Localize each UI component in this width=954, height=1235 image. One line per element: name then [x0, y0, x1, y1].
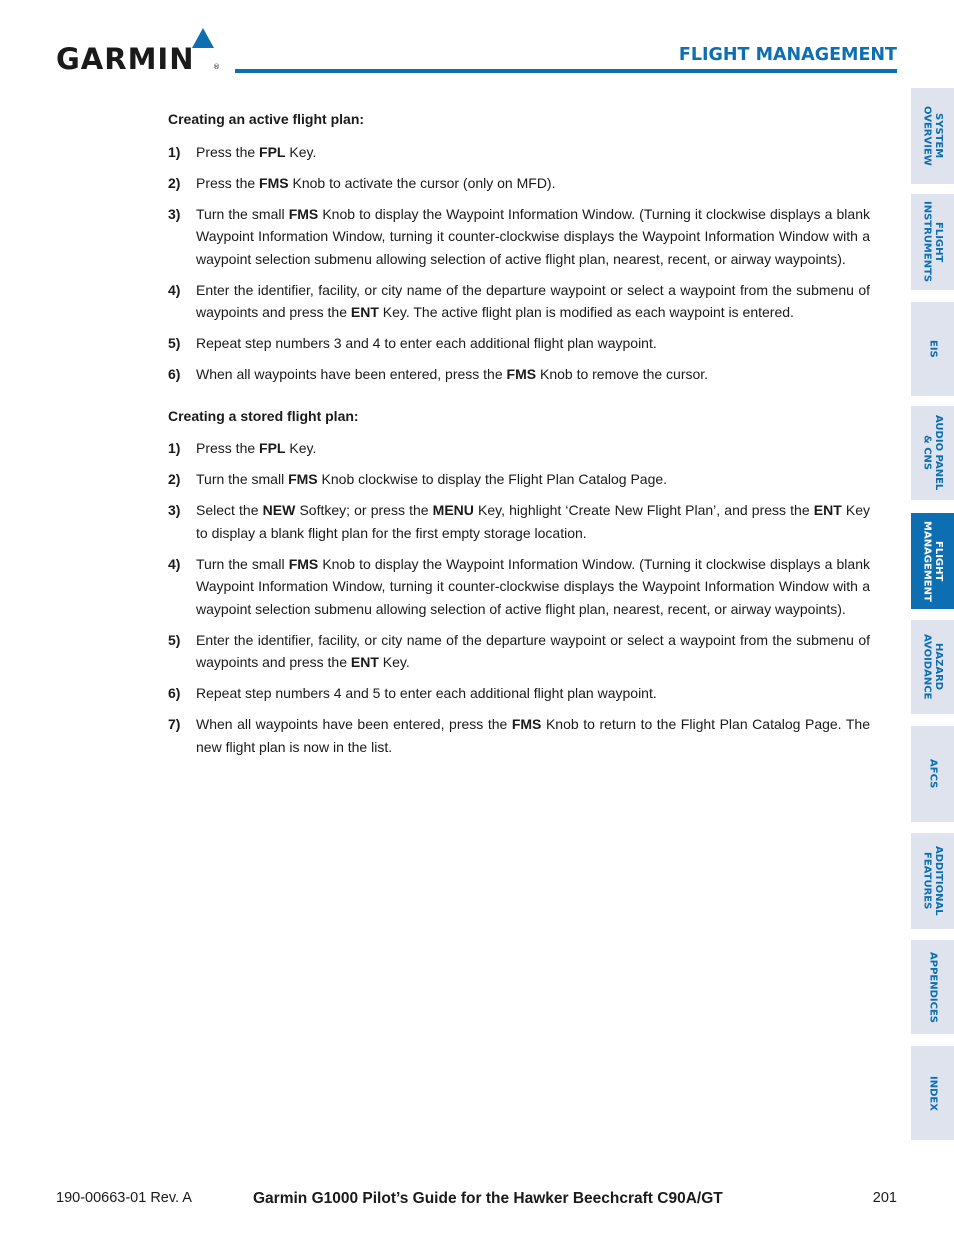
tab-hazard-avoidance[interactable] — [911, 620, 954, 714]
step-text: Softkey; or press the — [295, 502, 433, 518]
tab-appendices[interactable] — [911, 940, 954, 1034]
header-rule — [235, 69, 897, 73]
stored-plan-steps — [168, 437, 870, 758]
step-item — [168, 553, 870, 621]
key-name: FMS — [511, 716, 542, 732]
step-text: Select the — [196, 502, 263, 518]
key-name: MENU — [432, 502, 474, 518]
step-text: Turn the small — [196, 205, 289, 222]
doc-number: 190-00663-01 Rev. A — [56, 1190, 192, 1206]
step-number: 4) — [168, 555, 181, 572]
garmin-triangle-icon — [192, 28, 214, 48]
step-item — [168, 713, 870, 758]
tab-label: FLIGHT MANAGEMENT — [921, 520, 944, 602]
key-name: FMS — [288, 205, 319, 222]
step-item — [168, 437, 870, 460]
step-item — [168, 468, 870, 491]
step-number: 2) — [168, 471, 181, 487]
tab-label: AFCS — [927, 759, 939, 789]
step-text: Key, highlight ‘Create New Flight Plan’, and press the — [473, 502, 814, 518]
step-number: 1) — [168, 440, 181, 456]
step-text: Enter the identifier, facility, or city name of the departure waypoint or select a waypoint from the submenu of waypoints and press the — [196, 631, 870, 670]
key-name: NEW — [262, 502, 296, 518]
tab-index[interactable] — [911, 1046, 954, 1140]
tab-system-overview[interactable] — [911, 88, 954, 184]
garmin-logo — [56, 28, 221, 78]
step-item — [168, 629, 870, 674]
step-text: Knob to remove the cursor. — [536, 366, 709, 382]
step-text: Press the — [196, 174, 260, 191]
section-title: FLIGHT MANAGEMENT — [678, 45, 897, 65]
step-item — [168, 363, 870, 386]
registered-mark: ® — [213, 63, 220, 71]
step-text: Key. The active flight plan is modified as each waypoint is entered. — [378, 304, 794, 320]
tab-additional-features[interactable] — [911, 833, 954, 929]
step-text: Turn the small — [196, 555, 289, 572]
step-text: Knob to activate the cursor (only on MFD). — [288, 174, 556, 191]
step-item — [168, 172, 870, 195]
tab-label: ADDITIONAL FEATURES — [921, 846, 944, 916]
active-plan-steps — [168, 141, 870, 386]
step-number: 3) — [168, 205, 181, 222]
tab-flight-management[interactable] — [911, 513, 954, 609]
step-number: 5) — [168, 631, 181, 648]
tab-label: AUDIO PANEL & CNS — [921, 415, 944, 491]
step-text: When all waypoints have been entered, press the — [196, 716, 512, 732]
step-number: 4) — [168, 281, 181, 298]
tab-label: APPENDICES — [927, 951, 939, 1023]
stored-plan-heading: Creating a stored flight plan: — [168, 407, 359, 424]
step-item — [168, 141, 870, 164]
step-text: Key to display a blank flight plan for the first empty storage location. — [196, 502, 871, 541]
key-name: ENT — [350, 654, 379, 670]
step-number: 2) — [168, 174, 181, 191]
step-text: Press the — [196, 143, 260, 160]
step-number: 1) — [168, 143, 181, 160]
tab-label: FLIGHT INSTRUMENTS — [921, 201, 944, 283]
key-name: FMS — [288, 471, 318, 487]
key-name: FPL — [259, 440, 286, 456]
step-text: Knob to display the Waypoint Information Window. (Turning it clockwise displays a blank Waypoint Information Window, turning it counter-clockwise displays the Waypoint Information Window with a waypoint selection submenu allowing selection of active flight plan, nearest, recent, or airway waypoints). — [196, 205, 870, 267]
step-item — [168, 332, 870, 355]
step-text: Press the — [196, 440, 260, 456]
step-text: Repeat step numbers 4 and 5 to enter each additional flight plan waypoint. — [196, 685, 657, 701]
step-text: Knob to return to the Flight Plan Catalog Page. The new flight plan is now in the list. — [196, 716, 870, 755]
key-name: FMS — [288, 555, 319, 572]
step-number: 3) — [168, 502, 181, 518]
step-text: Knob to display the Waypoint Information Window. (Turning it clockwise displays a blank Waypoint Information Window, turning it counter-clockwise displays the Waypoint Information Window with a waypoint selection submenu allowing selection of active flight plan, nearest, recent, or airway waypoints). — [196, 555, 870, 617]
step-item — [168, 682, 870, 705]
active-plan-heading: Creating an active flight plan: — [168, 111, 365, 127]
step-number: 7) — [168, 716, 181, 732]
tab-label: INDEX — [927, 1075, 939, 1111]
step-text: Key. — [285, 143, 317, 160]
step-text: Repeat step numbers 3 and 4 to enter each additional flight plan waypoint. — [196, 335, 657, 351]
page-content — [168, 108, 870, 767]
step-number: 6) — [168, 366, 181, 382]
step-text: Key. — [285, 440, 317, 456]
key-name: ENT — [813, 502, 842, 518]
tab-audio-panel-cns[interactable] — [911, 406, 954, 500]
tab-flight-instruments[interactable] — [911, 194, 954, 290]
key-name: FPL — [259, 143, 286, 160]
tab-label: SYSTEM OVERVIEW — [921, 106, 944, 166]
step-number: 6) — [168, 685, 181, 701]
step-text: Enter the identifier, facility, or city name of the departure waypoint or select a waypoint from the submenu of waypoints and press the — [196, 281, 870, 320]
step-text: When all waypoints have been entered, press the — [196, 366, 507, 382]
step-text: Key. — [378, 654, 410, 670]
garmin-wordmark: GARMIN — [56, 42, 195, 76]
step-number: 5) — [168, 335, 181, 351]
step-text: Knob clockwise to display the Flight Plan Catalog Page. — [317, 471, 668, 487]
step-item — [168, 499, 870, 544]
step-text: Turn the small — [196, 471, 289, 487]
key-name: FMS — [506, 366, 537, 382]
key-name: FMS — [259, 174, 289, 191]
tab-label: HAZARD AVOIDANCE — [921, 634, 944, 700]
page-number: 201 — [872, 1190, 897, 1206]
step-item — [168, 279, 870, 324]
tab-label: EIS — [927, 340, 939, 358]
guide-title: Garmin G1000 Pilot’s Guide for the Hawker Beechcraft C90A/GT — [253, 1190, 723, 1207]
key-name: ENT — [350, 304, 379, 320]
step-item — [168, 203, 870, 271]
tab-eis[interactable] — [911, 302, 954, 396]
tab-afcs[interactable] — [911, 726, 954, 822]
